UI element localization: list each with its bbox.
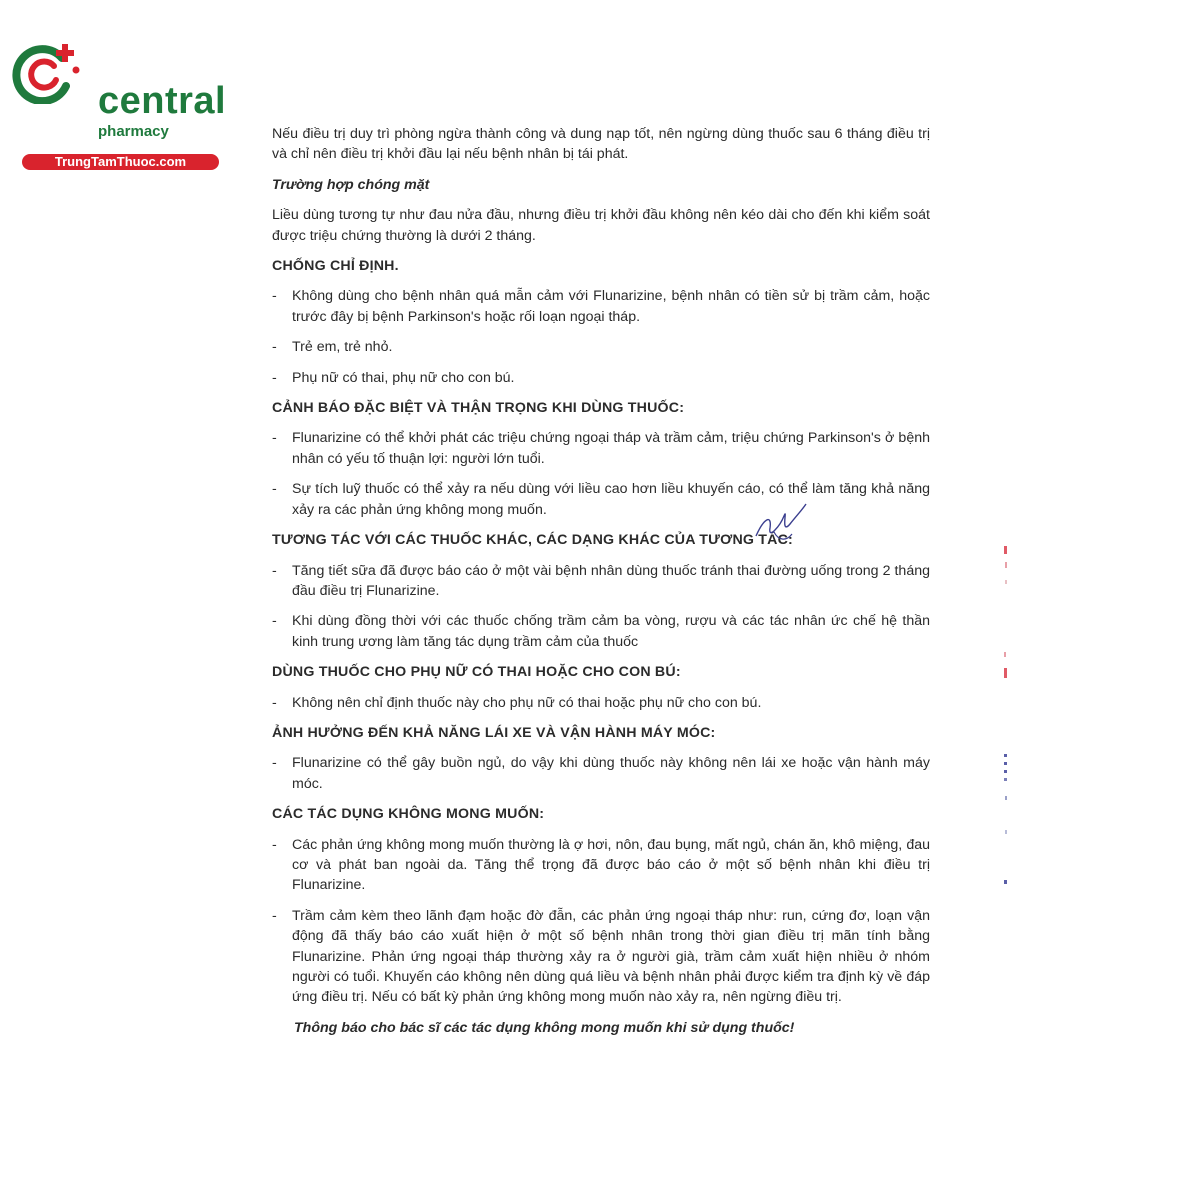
list-item: - Trẻ em, trẻ nhỏ.	[272, 337, 930, 357]
dizzy-paragraph: Liều dùng tương tự như đau nửa đầu, nhưng điều trị khởi đầu không nên kéo dài cho đến khi kiểm soát được triệu chứng thường là dưới 2 tháng.	[272, 207, 930, 244]
list-item: - Khi dùng đồng thời với các thuốc chống trầm cảm ba vòng, rượu và các tác nhân ức chế hệ thần kinh trung ương làm tăng tác dụng trầm cảm của thuốc	[272, 611, 930, 652]
side-effects-list	[272, 835, 930, 1008]
brand-logo[interactable]	[10, 36, 227, 169]
brand-subtitle: pharmacy	[98, 123, 169, 140]
intro-paragraph: Nếu điều trị duy trì phòng ngừa thành công và dung nạp tốt, nên ngừng dùng thuốc sau 6 tháng điều trị và chỉ nên điều trị khởi đầu lại nếu bệnh nhân bị tái phát.	[272, 126, 930, 163]
document-page	[272, 124, 930, 1048]
warning-heading: CẢNH BÁO ĐẶC BIỆT VÀ THẬN TRỌNG KHI DÙNG THUỐC:	[272, 400, 685, 417]
brand-name: central	[98, 80, 227, 122]
pregnancy-list	[272, 693, 930, 713]
signature-icon	[750, 496, 810, 546]
warning-list	[272, 428, 930, 520]
list-item: - Sự tích luỹ thuốc có thể xảy ra nếu dùng với liều cao hơn liều khuyến cáo, có thể làm tăng khả năng xảy ra các phản ứng không mong muốn.	[272, 479, 930, 520]
closing-note: Thông báo cho bác sĩ các tác dụng không mong muốn khi sử dụng thuốc!	[294, 1019, 795, 1036]
list-item: - Các phản ứng không mong muốn thường là ợ hơi, nôn, đau bụng, mất ngủ, chán ăn, khô miệng, đau cơ và phát ban ngoài da. Tăng thể trọng đã được báo cáo ở một số bệnh nhân khi điều trị Flunarizine.	[272, 835, 930, 896]
central-pharmacy-logo-icon	[10, 40, 82, 104]
contraindication-heading: CHỐNG CHỈ ĐỊNH.	[272, 258, 399, 275]
list-item: - Tăng tiết sữa đã được báo cáo ở một vài bệnh nhân dùng thuốc tránh thai đường uống trong 2 tháng đầu điều trị Flunarizine.	[272, 561, 930, 602]
list-item: - Không dùng cho bệnh nhân quá mẫn cảm với Flunarizine, bệnh nhân có tiền sử bị trầm cảm, hoặc trước đây bị bệnh Parkinson's hoặc rối loạn ngoại tháp.	[272, 286, 930, 327]
list-item: - Phụ nữ có thai, phụ nữ cho con bú.	[272, 368, 930, 388]
list-item: - Flunarizine có thể khởi phát các triệu chứng ngoại tháp và trầm cảm, triệu chứng Parkinson's ở bệnh nhân có yếu tố thuận lợi: người lớn tuổi.	[272, 428, 930, 469]
driving-list	[272, 753, 930, 794]
pregnancy-heading: DÙNG THUỐC CHO PHỤ NỮ CÓ THAI HOẶC CHO CON BÚ:	[272, 664, 681, 681]
dizzy-heading: Trường hợp chóng mặt	[272, 176, 430, 193]
side-effects-heading: CÁC TÁC DỤNG KHÔNG MONG MUỐN:	[272, 806, 545, 823]
interaction-list	[272, 561, 930, 653]
interaction-heading: TƯƠNG TÁC VỚI CÁC THUỐC KHÁC, CÁC DẠNG KHÁC CỦA TƯƠNG TÁC:	[272, 532, 793, 549]
scan-margin-marks-icon	[998, 540, 1014, 900]
driving-heading: ẢNH HƯỞNG ĐẾN KHẢ NĂNG LÁI XE VÀ VẬN HÀNH MÁY MÓC:	[272, 724, 716, 741]
list-item: - Flunarizine có thể gây buồn ngủ, do vậy khi dùng thuốc này không nên lái xe hoặc vận hành máy móc.	[272, 753, 930, 794]
list-item: - Không nên chỉ định thuốc này cho phụ nữ có thai hoặc phụ nữ cho con bú.	[272, 693, 930, 713]
list-item: - Trầm cảm kèm theo lãnh đạm hoặc đờ đẫn, các phản ứng ngoại tháp như: run, cứng đơ, loạn vận động đã thấy báo cáo xuất hiện ở một số bệnh nhân trong thời gian điều trị mãn tính bằng Flunarizine. Phản ứng ngoại tháp thường xảy ra ở người già, trầm cảm xuất hiện nhiều ở nhóm người có tuổi. Khuyến cáo không nên dùng quá liều và bệnh nhân phải được kiểm tra định kỳ về đáp ứng điều trị. Nếu có bất kỳ phản ứng không mong muốn nào xảy ra, nên ngừng điều trị.	[272, 906, 930, 1008]
contraindication-list	[272, 286, 930, 388]
brand-url[interactable]: TrungTamThuoc.com	[22, 154, 219, 170]
